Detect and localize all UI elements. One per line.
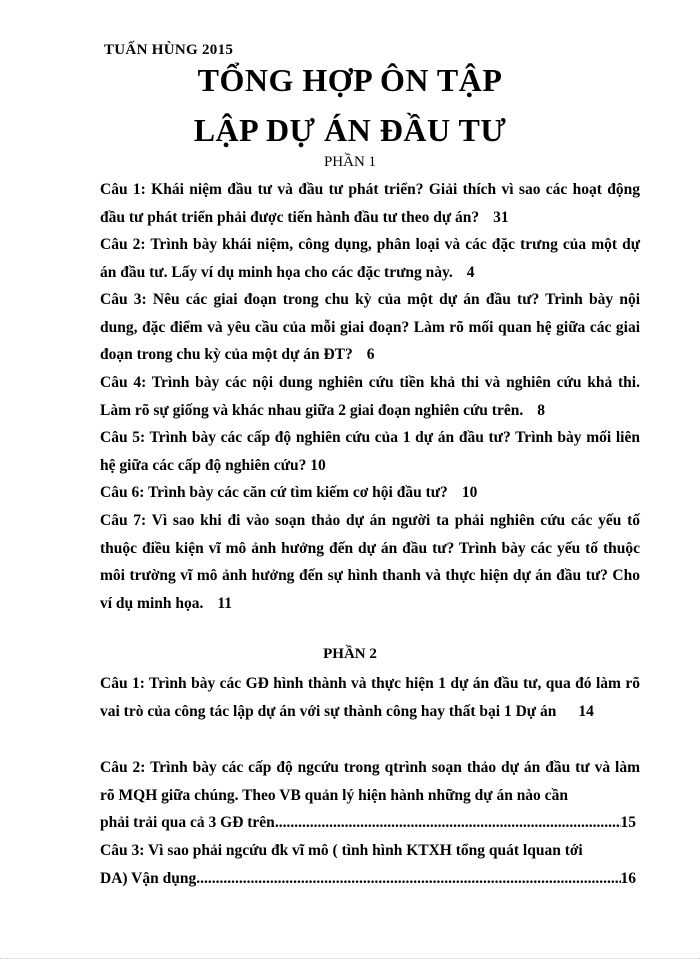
page-number: 31	[493, 208, 509, 226]
question-text: Câu 7: Vì sao khi đi vào soạn thảo dự án người ta phải nghiên cứu các yếu tố thuộc điều kiện vĩ mô ảnh hưởng đến dự án đầu tư? Trình bày các yếu tố thuộc môi trường vĩ mô ảnh hưởng đến sự hình thanh và thực hiện dự án đầu tư? Cho ví dụ minh họa.	[100, 512, 640, 612]
question-text: Câu 3: Nêu các giai đoạn trong chu kỳ của một dự án đầu tư? Trình bày nội dung, đặc điểm và yêu cầu của mỗi giai đoạn? Làm rõ mối quan hệ giữa các giai đoạn trong chu kỳ của một dự án ĐT?	[100, 291, 640, 363]
question-text: Câu 1: Trình bày các GĐ hình thành và thực hiện 1 dự án đầu tư, qua đó làm rõ vai trò của công tác lập dự án với sự thành công hay thất bại 1 Dự án	[100, 675, 640, 720]
page-number: 10	[461, 484, 478, 501]
part-1-question-5	[100, 424, 640, 479]
page-number: 16	[620, 869, 636, 887]
part-2-question-3	[100, 837, 640, 892]
toc-leader-line	[100, 809, 636, 837]
question-text: Câu 1: Khái niệm đầu tư và đầu tư phát triển? Giải thích vì sao các hoạt động đầu tư phát triển phải được tiến hành đầu tư theo dự án?	[100, 181, 640, 226]
part-2-question-2	[100, 754, 640, 837]
page-number: 6	[366, 346, 375, 363]
question-text: Câu 2: Trình bày các cấp độ ngcứu trong qtrình soạn thảo dự án đầu tư và làm rõ MQH giữa chúng. Theo VB quản lý hiện hành những dự án nào cần	[100, 759, 640, 804]
part-1-question-7	[100, 507, 640, 617]
part-2-question-1	[100, 670, 640, 725]
page-number: 8	[537, 401, 545, 419]
page-bottom-divider	[0, 958, 700, 959]
page-number: 15	[620, 814, 636, 831]
page-number: 10	[310, 456, 326, 474]
question-text: Câu 5: Trình bày các cấp độ nghiên cứu của 1 dự án đầu tư? Trình bày mối liên hệ giữa các cấp độ nghiên cứu?	[100, 429, 640, 474]
author-label: TUẤN HÙNG 2015	[104, 42, 234, 58]
part-1-question-6	[100, 479, 640, 507]
dot-leader	[275, 809, 621, 837]
document-title-line-1: TỔNG HỢP ÔN TẬP	[197, 62, 503, 98]
question-text: Câu 4: Trình bày các nội dung nghiên cứu tiền khả thi và nghiên cứu khả thi. Làm rõ sự giống và khác nhau giữa 2 giai đoạn nghiên cứu trên.	[100, 374, 640, 419]
part-1-question-3	[100, 286, 640, 369]
dot-leader	[196, 865, 620, 893]
part-1-heading: PHẦN 1	[323, 154, 377, 170]
part-1-question-4	[100, 369, 640, 424]
part-1-question-1	[100, 176, 640, 231]
page-number: 11	[217, 594, 233, 612]
document-title-line-2: LẬP DỰ ÁN ĐẦU TƯ	[193, 112, 507, 148]
part-2-heading: PHẦN 2	[323, 646, 377, 662]
question-text: Câu 2: Trình bày khái niệm, công dụng, phân loại và các đặc trưng của một dự án đầu tư. Lấy ví dụ minh họa cho các đặc trưng này.	[100, 236, 640, 281]
question-text: Câu 6: Trình bày các căn cứ tìm kiếm cơ hội đầu tư?	[100, 484, 448, 501]
page-number: 14	[578, 702, 594, 720]
question-text-last-line: phải trải qua cả 3 GĐ trên	[100, 814, 275, 831]
part-1-question-2	[100, 231, 640, 286]
toc-leader-line	[100, 865, 636, 893]
question-text-last-line: DA) Vận dụng	[100, 869, 197, 887]
page-number: 4	[466, 263, 475, 281]
question-text: Câu 3: Vì sao phải ngcứu đk vĩ mô ( tình hình KTXH tổng quát lquan tới	[100, 842, 583, 859]
